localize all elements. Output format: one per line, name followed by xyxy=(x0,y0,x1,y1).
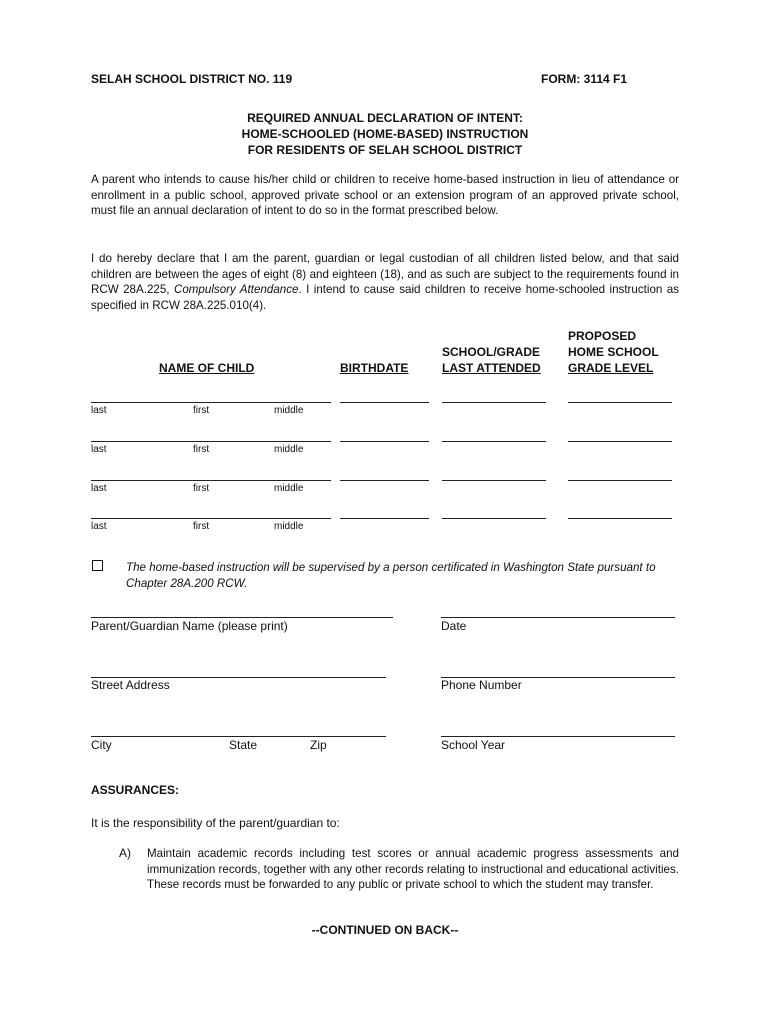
first-label: first xyxy=(193,483,210,494)
street-address-label: Street Address xyxy=(91,678,170,692)
col-birthdate: BIRTHDATE xyxy=(340,361,409,375)
last-label: last xyxy=(91,405,107,416)
city-state-zip-field[interactable] xyxy=(91,736,386,737)
last-label: last xyxy=(91,444,107,455)
child-name-field[interactable] xyxy=(91,441,331,442)
zip-label: Zip xyxy=(310,738,327,752)
school-year-field[interactable] xyxy=(441,736,675,737)
state-label: State xyxy=(229,738,258,752)
date-label: Date xyxy=(441,619,467,633)
proposed-grade-field[interactable] xyxy=(568,480,672,481)
first-label: first xyxy=(193,405,210,416)
birthdate-field[interactable] xyxy=(340,518,429,519)
form-number: FORM: 3114 F1 xyxy=(541,72,628,86)
date-field[interactable] xyxy=(441,617,675,618)
city-label: City xyxy=(91,738,112,752)
col-proposed-grade xyxy=(568,328,659,376)
parent-name-field[interactable] xyxy=(91,617,393,618)
col-school-grade-line-1: SCHOOL/GRADE xyxy=(442,345,541,359)
continued-on-back: --CONTINUED ON BACK-- xyxy=(311,923,459,937)
parent-name-label: Parent/Guardian Name (please print) xyxy=(91,619,288,633)
first-label: first xyxy=(193,444,210,455)
title-line-3: FOR RESIDENTS OF SELAH SCHOOL DISTRICT xyxy=(247,143,523,157)
school-year-label: School Year xyxy=(441,738,506,752)
birthdate-field[interactable] xyxy=(340,441,429,442)
school-grade-field[interactable] xyxy=(442,518,546,519)
col-proposed-grade-line-2: HOME SCHOOL xyxy=(568,345,659,359)
middle-label: middle xyxy=(274,483,304,494)
first-label: first xyxy=(193,521,210,532)
school-grade-field[interactable] xyxy=(442,441,546,442)
col-proposed-grade-line-3: GRADE LEVEL xyxy=(568,361,654,375)
middle-label: middle xyxy=(274,521,304,532)
declaration-part-1: I do hereby declare that I am the parent, guardian or legal custodian of all children listed below, and that said children are between the ages of eight (8) and eighteen (18), and as such are subject to the requirements found in RCW 28A.225, xyxy=(91,252,679,297)
middle-label: middle xyxy=(274,444,304,455)
col-school-grade xyxy=(442,344,541,376)
checkbox-statement: The home-based instruction will be supervised by a person certificated in Washington State pursuant to Chapter 28A.200 RCW. xyxy=(126,561,656,590)
col-name-of-child: NAME OF CHILD xyxy=(159,361,255,375)
assurances-heading: ASSURANCES: xyxy=(91,783,180,797)
assurances-intro: It is the responsibility of the parent/guardian to: xyxy=(91,816,340,830)
declaration-italic: Compulsory Attendance xyxy=(173,283,299,297)
assurance-item-a-text: Maintain academic records including test scores or annual academic progress assessments and immunization records, together with any other records relating to instructional and educational activities. These records must be forwarded to any public or private school to which the student may transfer. xyxy=(147,847,679,892)
col-proposed-grade-line-1: PROPOSED xyxy=(568,329,637,343)
school-grade-field[interactable] xyxy=(442,402,546,403)
certificated-supervision-checkbox[interactable] xyxy=(92,560,103,571)
last-label: last xyxy=(91,483,107,494)
child-name-field[interactable] xyxy=(91,402,331,403)
middle-label: middle xyxy=(274,405,304,416)
title-line-1: REQUIRED ANNUAL DECLARATION OF INTENT: xyxy=(247,111,523,125)
proposed-grade-field[interactable] xyxy=(568,518,672,519)
assurance-item-a-marker: A) xyxy=(119,846,131,860)
district-name: SELAH SCHOOL DISTRICT NO. 119 xyxy=(91,72,293,86)
proposed-grade-field[interactable] xyxy=(568,441,672,442)
child-name-field[interactable] xyxy=(91,480,331,481)
birthdate-field[interactable] xyxy=(340,402,429,403)
school-grade-field[interactable] xyxy=(442,480,546,481)
phone-number-label: Phone Number xyxy=(441,678,522,692)
declaration-part-2: . I intend to cause said children to receive home-schooled instruction as specified in RCW 28A.225.010(4). xyxy=(91,283,680,312)
last-label: last xyxy=(91,521,107,532)
col-school-grade-line-2: LAST ATTENDED xyxy=(442,361,541,375)
proposed-grade-field[interactable] xyxy=(568,402,672,403)
title-line-2: HOME-SCHOOLED (HOME-BASED) INSTRUCTION xyxy=(241,127,529,141)
child-name-field[interactable] xyxy=(91,518,331,519)
declaration-paragraph xyxy=(91,251,679,313)
intro-paragraph: A parent who intends to cause his/her child or children to receive home-based instruction in lieu of attendance or enrollment in a public school, approved private school or an extension program of an approved private school, must file an annual declaration of intent to do so in the format prescribed below. xyxy=(91,173,679,218)
birthdate-field[interactable] xyxy=(340,480,429,481)
